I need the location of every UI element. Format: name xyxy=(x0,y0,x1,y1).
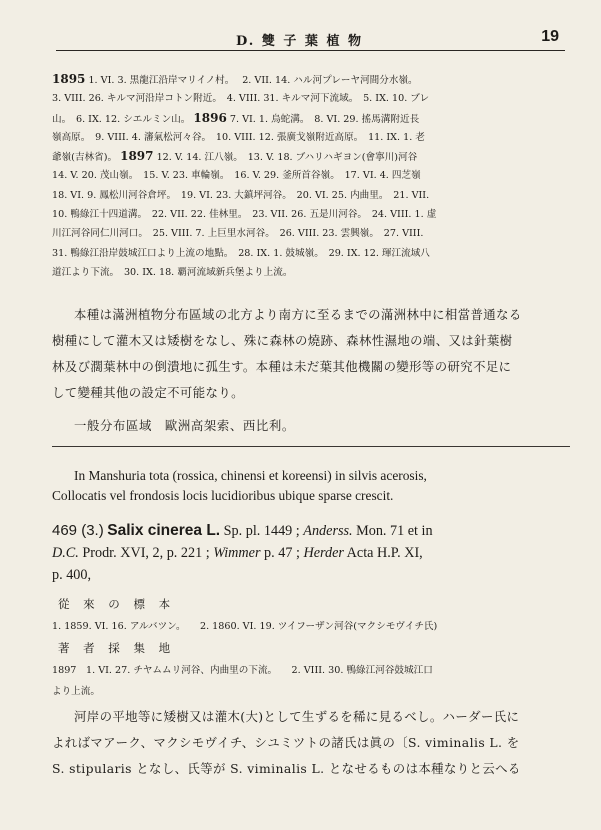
reference-author: Anderss. xyxy=(303,523,353,539)
reference: p. 47 ; xyxy=(260,545,300,561)
author-collection-record: 1897 1. VI. 27. チヤムムリ河谷、内曲里の下流。 2. VIII. 30. 鴨綠江河谷鼓城江口 xyxy=(52,665,433,676)
paragraph-line: 河岸の平地等に矮樹又は灌木(大)として生ずるを稀に見るべし。ハーダー氏に xyxy=(74,709,520,724)
distribution-line: 一般分布區域 歐洲高架索、西比利。 xyxy=(74,418,295,433)
page-number: 19 xyxy=(541,28,559,45)
record-line: 31. 鴨綠江沿岸鼓城江口より上流の地點。 28. IX. 1. 鼓城嶺。 29. IX. 12. 琿江流域八 xyxy=(52,247,430,259)
reference-author: Herder xyxy=(303,545,344,561)
entry-number: 469 (3.) xyxy=(52,522,104,539)
notes-paragraph xyxy=(52,704,572,782)
record-line: 14. V. 20. 茂山嶺。 15. V. 23. 車輪嶺。 16. V. 29. 釜所首谷嶺。 17. VI. 4. 四芝嶺 xyxy=(52,170,421,182)
specimen-records-block xyxy=(52,70,570,282)
latin-line: Collocatis vel frondosis locis lucidioribus ubique sparse crescit. xyxy=(52,488,394,503)
paragraph-line: して變種其他の設定不可能なり。 xyxy=(52,385,244,400)
record-year: 1896 xyxy=(193,110,227,125)
species-entry-heading xyxy=(52,520,572,586)
record-year: 1897 xyxy=(120,149,154,164)
reference: p. 400, xyxy=(52,567,92,583)
latin-line: In Manshuria tota (rossica, chinensi et koreensi) in silvis acerosis, xyxy=(74,468,427,483)
reference: Mon. 71 et in xyxy=(352,523,433,539)
record-line: 10. 鴨綠江十四道溝。 22. VII. 22. 佳林里。 23. VII. 26. 五是川河谷。 24. VIII. 1. 虚 xyxy=(52,209,437,221)
running-header xyxy=(56,30,565,51)
previous-specimen-record: 1. 1859. VI. 16. アルバツン。 2. 1860. VI. 19. ツイフーザン河谷(マクシモヴイチ氏) xyxy=(52,621,438,632)
latin-description xyxy=(52,466,572,506)
author-collection-record: より上流。 xyxy=(52,686,100,697)
author-collection-heading: 著 者 採 集 地 xyxy=(58,641,176,655)
record-line: 川江河谷同仁川河口。 25. VIII. 7. 上巨里水河谷。 26. VIII. 23. 雲興嶺。 27. VIII. xyxy=(52,228,424,240)
reference: Acta H.P. XI, xyxy=(343,545,423,561)
paragraph-line: よればマアーク、マクシモヴイチ、シユミツトの諸氏は眞の〔S. viminalis L. を xyxy=(52,735,520,750)
paragraph-line: 林及び濶葉林中の倒潰地に孤生す。本種は未だ葉其他機關の變形等の研究不足に xyxy=(52,359,512,374)
paragraph-line: S. stipularis となし、氏等が S. viminalis L. となせるものは本種なりと云へる xyxy=(52,761,521,776)
habitat-paragraph xyxy=(52,302,572,406)
record-line: 3. VIII. 26. キルマ河沿岸コトン附近。 4. VIII. 31. キルマ河下流域。 5. IX. 10. ブレ xyxy=(52,93,430,105)
running-title: D. 雙 子 葉 植 物 xyxy=(236,34,363,49)
reference-work: D.C. xyxy=(52,545,79,561)
record-line: 嶺高原。 9. VIII. 4. 瀋氣松河々谷。 10. VIII. 12. 張廣戈嶺附近高原。 11. IX. 1. 老 xyxy=(52,131,425,143)
record-line: 1895 1. VI. 3. 黒龍江沿岸マリイノ村。 2. VII. 14. ハル河プレーヤ河間分水嶺。 xyxy=(52,72,418,86)
record-line: 山。 6. IX. 12. シエルミン山。 1896 7. VI. 1. 烏蛇溝。 8. VI. 29. 搖馬溝附近長 xyxy=(52,110,420,125)
record-year: 1895 xyxy=(52,72,86,86)
species-name: Salix cinerea L. xyxy=(107,522,221,539)
previous-specimens-heading: 從 來 の 標 本 xyxy=(58,597,176,611)
section-divider xyxy=(52,446,570,447)
record-line: 道江より下流。 30. IX. 18. 覇河流域新兵堡より上流。 xyxy=(52,266,293,278)
record-line: 18. VI. 9. 鳳松川河谷倉坪。 19. VI. 23. 大鎮坪河谷。 20. VI. 25. 内曲里。 21. VII. xyxy=(52,189,430,201)
reference-author: Wimmer xyxy=(213,545,261,561)
reference: Sp. pl. 1449 ; xyxy=(220,523,300,539)
record-line: 爺嶺(吉林省)。 1897 12. V. 14. 江八嶺。 13. V. 18. ブハリハギヨン(會寧川)河谷 xyxy=(52,149,418,164)
paragraph-line: 樹種にして灌木又は矮樹をなし、殊に森林の燒跡、森林性濕地の端、又は針葉樹 xyxy=(52,333,513,348)
paragraph-line: 本種は滿洲植物分布區域の北方より南方に至るまでの滿洲林中に相當普通なる xyxy=(74,307,522,322)
reference: Prodr. XVI, 2, p. 221 ; xyxy=(78,545,210,561)
